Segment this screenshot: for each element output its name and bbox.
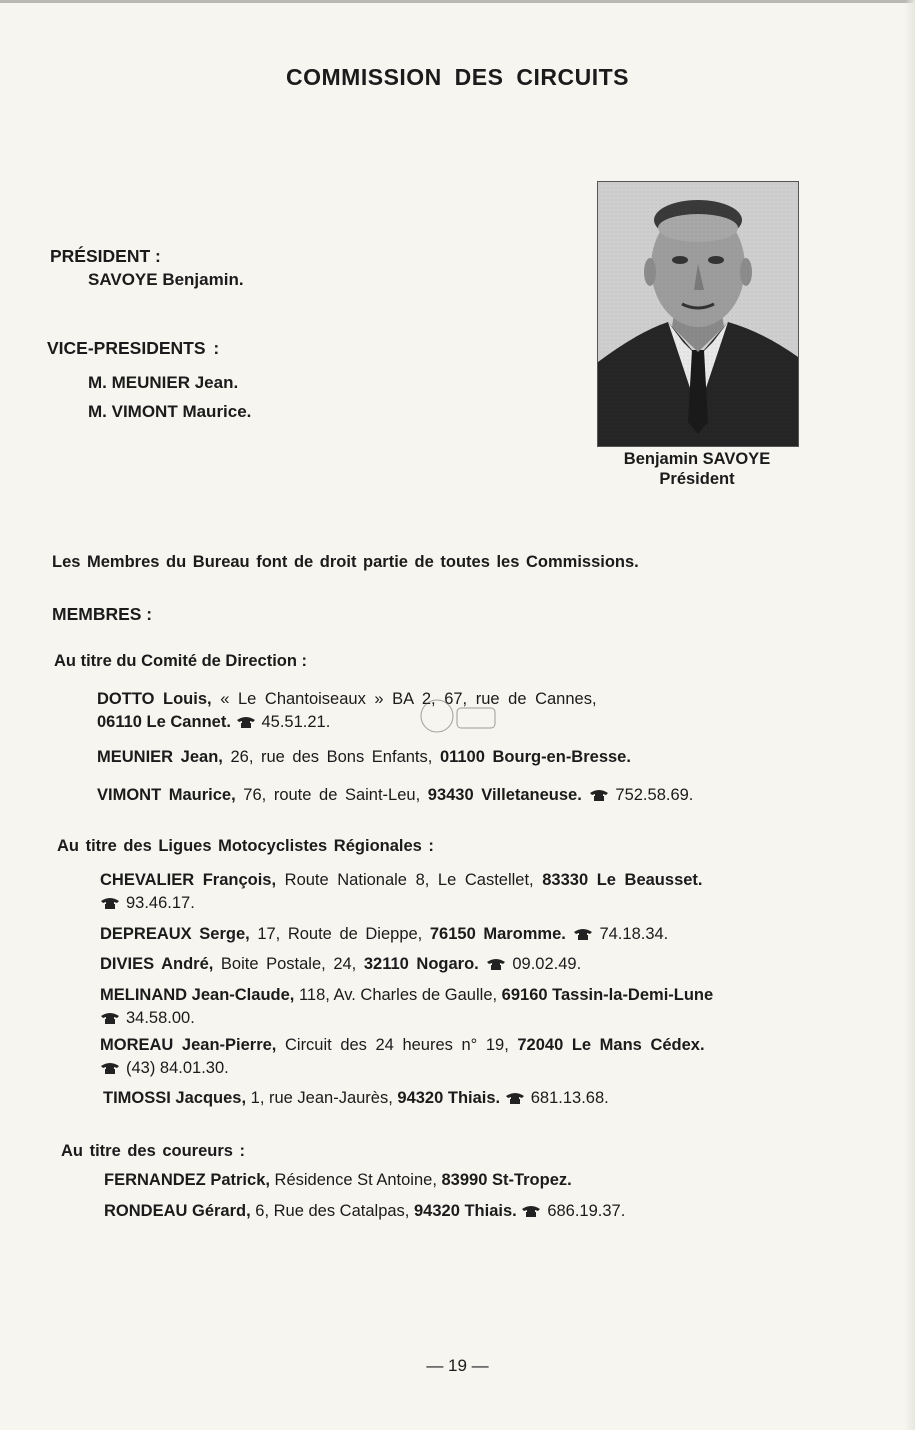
- vice-presidents-label: VICE-PRESIDENTS :: [47, 338, 220, 358]
- member-name: DOTTO Louis,: [97, 690, 212, 708]
- member-address: Boite Postale, 24,: [220, 955, 357, 973]
- telephone-icon: [100, 1062, 120, 1074]
- member-meunier: [97, 748, 631, 767]
- telephone-icon: [573, 928, 593, 940]
- member-melinand: [100, 986, 713, 1005]
- member-address: 76, route de Saint-Leu,: [243, 786, 421, 804]
- member-city: 69160 Tassin-la-Demi-Lune: [501, 986, 714, 1004]
- member-city: 01100 Bourg-en-Bresse.: [439, 748, 631, 766]
- member-name: DIVIES André,: [100, 955, 214, 973]
- member-rondeau: [104, 1202, 625, 1221]
- section-title-ligues: Au titre des Ligues Motocyclistes Régionales :: [57, 837, 434, 855]
- member-address: 26, rue des Bons Enfants,: [230, 748, 433, 766]
- page-top-edge: [0, 0, 915, 3]
- member-city: 76150 Maromme.: [429, 925, 566, 943]
- member-phone: 09.02.49.: [512, 955, 582, 973]
- member-city: 72040 Le Mans Cédex.: [517, 1036, 705, 1054]
- member-name: CHEVALIER François,: [100, 871, 277, 889]
- member-divies: [100, 955, 581, 974]
- telephone-icon: [100, 1012, 120, 1024]
- member-phone: 752.58.69.: [615, 786, 694, 804]
- member-address: Résidence St Antoine,: [274, 1171, 437, 1189]
- member-chevalier-line2: [100, 894, 195, 913]
- member-depreaux: [100, 925, 668, 944]
- member-address: « Le Chantoiseaux » BA 2, 67, rue de Cannes,: [220, 690, 597, 708]
- member-phone: 681.13.68.: [530, 1089, 609, 1107]
- member-city: 06110 Le Cannet.: [97, 713, 231, 731]
- photo-caption-name: Benjamin SAVOYE: [623, 450, 771, 468]
- stamp-mark: [417, 686, 499, 738]
- bureau-note: Les Membres du Bureau font de droit partie de toutes les Commissions.: [52, 553, 639, 571]
- member-fernandez: [104, 1171, 572, 1190]
- member-address: 17, Route de Dieppe,: [257, 925, 423, 943]
- portrait-illustration: [598, 182, 798, 446]
- membres-label: MEMBRES :: [52, 604, 153, 624]
- member-address: Route Nationale 8, Le Castellet,: [284, 871, 534, 889]
- page-right-edge: [905, 0, 915, 1430]
- member-city: 93430 Villetaneuse.: [427, 786, 582, 804]
- member-name: MOREAU Jean-Pierre,: [100, 1036, 277, 1054]
- member-timossi: [103, 1089, 609, 1108]
- portrait-photo: [597, 181, 799, 447]
- vice-president-1: M. MEUNIER Jean.: [88, 373, 239, 392]
- member-name: DEPREAUX Serge,: [100, 925, 250, 943]
- member-address: 6, Rue des Catalpas,: [255, 1202, 410, 1220]
- member-phone: 686.19.37.: [547, 1202, 626, 1220]
- member-dotto: [97, 690, 597, 709]
- telephone-icon: [486, 958, 506, 970]
- telephone-icon: [521, 1205, 541, 1217]
- member-chevalier: [100, 871, 703, 890]
- president-label: PRÉSIDENT :: [50, 246, 161, 266]
- member-phone: (43) 84.01.30.: [126, 1059, 229, 1077]
- telephone-icon: [505, 1092, 525, 1104]
- member-name: RONDEAU Gérard,: [104, 1202, 251, 1220]
- section-title-coureurs: Au titre des coureurs :: [61, 1142, 246, 1160]
- member-name: FERNANDEZ Patrick,: [104, 1171, 270, 1189]
- member-city: 94320 Thiais.: [413, 1202, 517, 1220]
- member-city: 32110 Nogaro.: [363, 955, 479, 973]
- member-address: 1, rue Jean-Jaurès,: [250, 1089, 393, 1107]
- member-phone: 93.46.17.: [126, 894, 195, 912]
- member-name: MEUNIER Jean,: [97, 748, 223, 766]
- member-name: VIMONT Maurice,: [97, 786, 236, 804]
- page-title: COMMISSION DES CIRCUITS: [286, 64, 629, 90]
- page-number: — 19 —: [426, 1356, 489, 1375]
- member-city: 83990 St-Tropez.: [441, 1171, 572, 1189]
- telephone-icon: [236, 716, 256, 728]
- member-phone: 74.18.34.: [599, 925, 669, 943]
- member-moreau-line2: [100, 1059, 229, 1078]
- section-title-comite: Au titre du Comité de Direction :: [54, 652, 308, 670]
- member-address: Circuit des 24 heures n° 19,: [284, 1036, 509, 1054]
- member-name: MELINAND Jean-Claude,: [100, 986, 295, 1004]
- telephone-icon: [589, 789, 609, 801]
- member-melinand-line2: [100, 1009, 195, 1028]
- member-moreau: [100, 1036, 705, 1055]
- president-name: SAVOYE Benjamin.: [88, 270, 244, 289]
- member-dotto-line2: [97, 713, 330, 732]
- member-city: 83330 Le Beausset.: [542, 871, 703, 889]
- member-phone: 34.58.00.: [126, 1009, 195, 1027]
- member-vimont: [97, 786, 693, 805]
- member-address: 118, Av. Charles de Gaulle,: [298, 986, 498, 1004]
- member-phone: 45.51.21.: [261, 713, 331, 731]
- member-name: TIMOSSI Jacques,: [103, 1089, 247, 1107]
- vice-president-2: M. VIMONT Maurice.: [88, 402, 252, 421]
- member-city: 94320 Thiais.: [397, 1089, 501, 1107]
- telephone-icon: [100, 897, 120, 909]
- photo-caption-role: Président: [659, 470, 735, 488]
